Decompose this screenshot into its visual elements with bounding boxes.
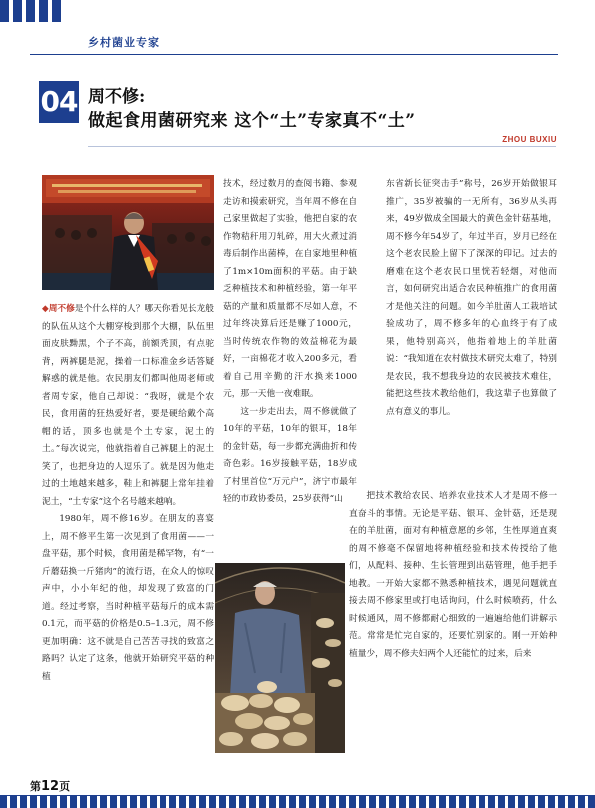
page-suffix: 页 <box>59 780 71 793</box>
article-title-line2: 做起食用菌研究来 这个“土”专家真不“土” <box>88 111 416 131</box>
paragraph <box>42 301 214 511</box>
paragraph: 1980年，周不修16岁。在朋友的喜宴上，周不修平生第一次见到了食用菌——一盘平菇，那个时候，食用菌是稀罕物，有“一斤蘑菇换一斤猪肉”的流行语，在众人的惊叹声中，小小年纪的他，却发现了致富的门道。经过考察，当时种植平菇每斤的成本需0.1元，而平菇的价格是0.5–1.3元，周不修更加明确：这不就是自己苦苦寻找的致富之路吗？认定了这条，他就开始研究平菇的种植 <box>42 514 214 682</box>
award-ceremony-photo <box>42 175 214 290</box>
article-column-3 <box>386 176 557 421</box>
header-stripes <box>0 0 62 22</box>
paragraph: 把技术教给农民、培养农业技术人才是周不修一直奋斗的事情。无论是平菇、银耳、金针菇，还是现在的羊肚菌，面对有种植意愿的乡邻，生性厚道直爽的周不修毫不保留地将种植经验和技术传授给了他们，从配料、接种、生长管理到出菇管理，他手把手地教。一开始大家都不熟悉种植技术，遇见问题就直接去周不修家里或打电话询问，什么时候喷药，什么时候通风，周不修都耐心细致的一遍遍给他们讲解示范。常常是忙完自家的，还要忙别家的。刚一开始种植量少，周不修夫妇两个人还能忙的过来，后来 <box>349 491 557 659</box>
header-divider <box>30 54 558 55</box>
paragraph: 东省新长征突击手”称号，26岁开始做银耳推广，35岁被骗的一无所有，36岁从头再来，49岁做成全国最大的黄色金针菇基地，周不修今年54岁了，年过半百，岁月已经在这个老农民脸上留下了深深的印记。过去的磨难在这个老农民口里恍若轻烟，对他而言，如何研究出适合农民种植推广的食用菌才是他关注的问题。如今羊肚菌人工栽培试验成功了，周不修多年的心血终于有了成果，他特别高兴，他指着地上的羊肚菌说：“我知道在农村做技术研究太难了，特别是农民，我不想我身边的农民被技术难住，能把这些技术教给他们，我这辈子也算做了点有意义的事儿。 <box>386 179 557 417</box>
article-byline: ZHOU BUXIU <box>502 135 557 144</box>
page-number <box>30 778 74 794</box>
paragraph: 技术，经过数月的查阅书籍、参观走访和摸索研究，当年周不修在自己家里做起了实验，他把自家的农作物秸秆用刀轧碎，用大火煮过消毒后制作出菌棒，在自家地里种植了1m×10m面积的平菇。由于缺乏种植技术和种植经验，第一年平菇的产量和质量都不尽如人意，不过年终决算后还是赚了1000元，当时传统农作物的效益棉花为最好，一亩棉花才收入200多元，看着自己用辛勤的汗水换来1000元，那一天他一夜难眠。 <box>223 179 357 399</box>
article-title-line1: 周不修: <box>88 87 146 107</box>
lead-marker: ◆周不修 <box>42 304 75 314</box>
section-label: 乡村菌业专家 <box>88 36 160 49</box>
article-number-badge: 04 <box>39 81 79 123</box>
article-column-1 <box>42 301 214 686</box>
page-number-value: 12 <box>41 779 60 794</box>
paragraph-text: 是个什么样的人？哪天你看见长龙般的队伍从这个大棚穿梭到那个大棚，队伍里面皮肤黝黑，个子不高，前额秃顶，有点驼背，两裤腿是泥，操着一口标准金乡话答疑解惑的就是他。农民朋友们都叫他周老师或者周专家，他自己却说：“我呀，就是个农民，食用菌的狂热爱好者，要是硬给戴个高帽的话，顶多也就是个土专家，泥土的土。”每次说完，他就指着自己裤腿上的泥土笑了，也把身边的人逗乐了。就是因为他走过的土地越来越多，鞋上和裤腿上常年挂着泥土，“土专家”这个名号越来越响。 <box>42 304 214 507</box>
title-divider <box>88 146 556 147</box>
article-column-2 <box>223 176 357 509</box>
page-prefix: 第 <box>30 780 41 793</box>
article-column-4 <box>349 488 557 663</box>
paragraph: 这一步走出去，周不修就做了10年的平菇，10年的银耳，18年的金针菇，每一步都充满曲折和传奇色彩。16岁接触平菇，18岁成了村里首位“万元户”，济宁市最年轻的市政协委员，25岁获得“山 <box>223 406 357 504</box>
footer-stripes <box>0 796 595 808</box>
mushroom-greenhouse-photo <box>215 563 345 753</box>
